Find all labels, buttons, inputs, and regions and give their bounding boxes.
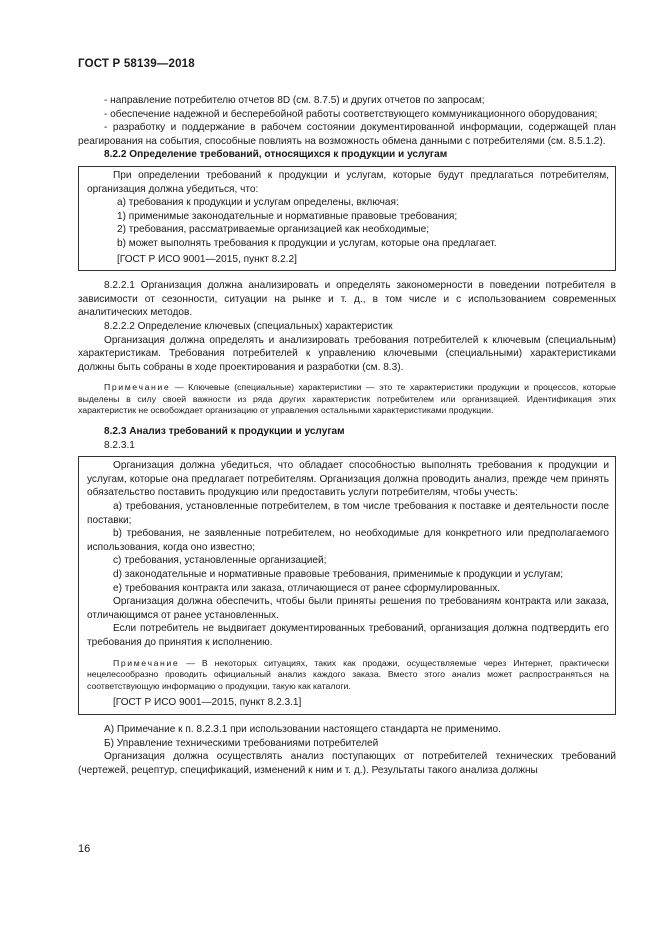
document-page bbox=[78, 58, 616, 777]
paragraph: А) Примечание к п. 8.2.3.1 при использовании настоящего стандарта не применимо. bbox=[104, 723, 501, 735]
page-number: 16 bbox=[78, 843, 91, 855]
quote-box-8-2-2 bbox=[78, 166, 616, 271]
box-paragraph: Организация должна обеспечить, чтобы были приняты решения по требованиям контракта или заказа, отличающимся от ранее установленных. bbox=[87, 596, 609, 621]
box-list-item: 1) применимые законодательные и нормативные правовые требования; bbox=[117, 210, 458, 222]
box-reference: [ГОСТ Р ИСО 9001—2015, пункт 8.2.2] bbox=[117, 253, 297, 265]
note bbox=[78, 382, 616, 417]
box-paragraph: При определении требований к продукции и услугам, которые будут предлагаться потребителям, организация должна убедиться, что: bbox=[87, 169, 609, 195]
note bbox=[87, 658, 609, 693]
box-list-item: b) требования, не заявленные потребителем, но необходимые для конкретного или предполагаемого использования, когда оно известно; bbox=[87, 528, 609, 553]
box-list-item: b) может выполнять требования к продукции и услугам, которые она предлагает. bbox=[117, 237, 497, 249]
box-list-item: e) требования контракта или заказа, отличающиеся от ранее сформулированных. bbox=[113, 582, 501, 594]
note-label: Примечание bbox=[104, 382, 171, 393]
note-text: — Ключевые (специальные) характеристики — это те характеристики продукции и процессов, которые выделены в силу своей важности из ряда других характеристик потребителем или организацией. Идентификация этих характеристик не освобождает организацию от управления остальными характеристиками продукции. bbox=[78, 382, 616, 416]
list-item: - направление потребителю отчетов 8D (см. 8.7.5) и других отчетов по запросам; bbox=[104, 95, 485, 106]
section-heading-8-2-3: 8.2.3 Анализ требований к продукции и услугам bbox=[104, 426, 345, 438]
box-list-item: c) требования, установленные организацией; bbox=[113, 555, 327, 567]
box-list-item: 2) требования, рассматриваемые организацией как необходимые; bbox=[117, 224, 430, 236]
document-header: ГОСТ Р 58139—2018 bbox=[78, 58, 195, 70]
quote-box-8-2-3-1 bbox=[78, 456, 616, 715]
list-item: - обеспечение надежной и бесперебойной работы соответствующего коммуникационного оборудования; bbox=[104, 108, 598, 120]
note-label: Примечание bbox=[113, 657, 180, 668]
paragraph: Б) Управление техническими требованиями потребителей bbox=[104, 737, 379, 749]
paragraph: 8.2.2.1 Организация должна анализировать и определять закономерности в поведении потребителя в зависимости от сезонности, ситуации на рынке и т. д., в том числе и с использованием современных аналитических методов. bbox=[78, 280, 616, 319]
subheading: 8.2.2.2 Определение ключевых (специальных) характеристик bbox=[104, 320, 393, 332]
paragraph: Организация должна определять и анализировать требования потребителей к ключевым (специальным) характеристикам. Требования потребителей к управлению ключевыми (специальными) характеристиками должны быть собраны в ходе проектирования и разработки (см. 8.3). bbox=[78, 334, 616, 373]
subsection-number: 8.2.3.1 bbox=[104, 439, 135, 451]
box-list-item: а) требования к продукции и услугам определены, включая: bbox=[117, 197, 399, 209]
paragraph: Организация должна осуществлять анализ поступающих от потребителей технических требований (чертежей, рецептур, спецификаций, изменений к ним и т. д.). Результаты такого анализа должны bbox=[78, 751, 616, 776]
section-heading-8-2-2: 8.2.2 Определение требований, относящихся к продукции и услугам bbox=[104, 149, 448, 161]
box-list-item: а) требования, установленные потребителем, в том числе требования к поставке и деятельности после поставки; bbox=[87, 501, 609, 526]
box-paragraph: Если потребитель не выдвигает документированных требований, организация должна подтвердить его требования до принятия к исполнению. bbox=[87, 623, 609, 648]
list-item: - разработку и поддержание в рабочем состоянии документированной информации, содержащей план реагирования на события, способные повлиять на возможность обмена данными с потребителями (см. 8.5.1.2). bbox=[78, 122, 616, 147]
note-text: — В некоторых ситуациях, таких как продажи, осуществляемые через Интернет, практически нецелесообразно проводить официальный анализ каждого заказа. Вместо этого анализ может распространяться на соответствующую информацию о продукции, такую как каталоги. bbox=[87, 657, 609, 691]
box-list-item: d) законодательные и нормативные правовые требования, применимые к продукции и услугам; bbox=[113, 569, 564, 580]
box-paragraph: Организация должна убедиться, что обладает способностью выполнять требования к продукции и услугам, которые она предлагает потребителям. Организация должна проводить анализ, прежде чем принять обязательство поставить продукцию или предоставить услуги потребителям, чтобы учесть: bbox=[87, 460, 609, 499]
box-reference: [ГОСТ Р ИСО 9001—2015, пункт 8.2.3.1] bbox=[113, 697, 302, 709]
